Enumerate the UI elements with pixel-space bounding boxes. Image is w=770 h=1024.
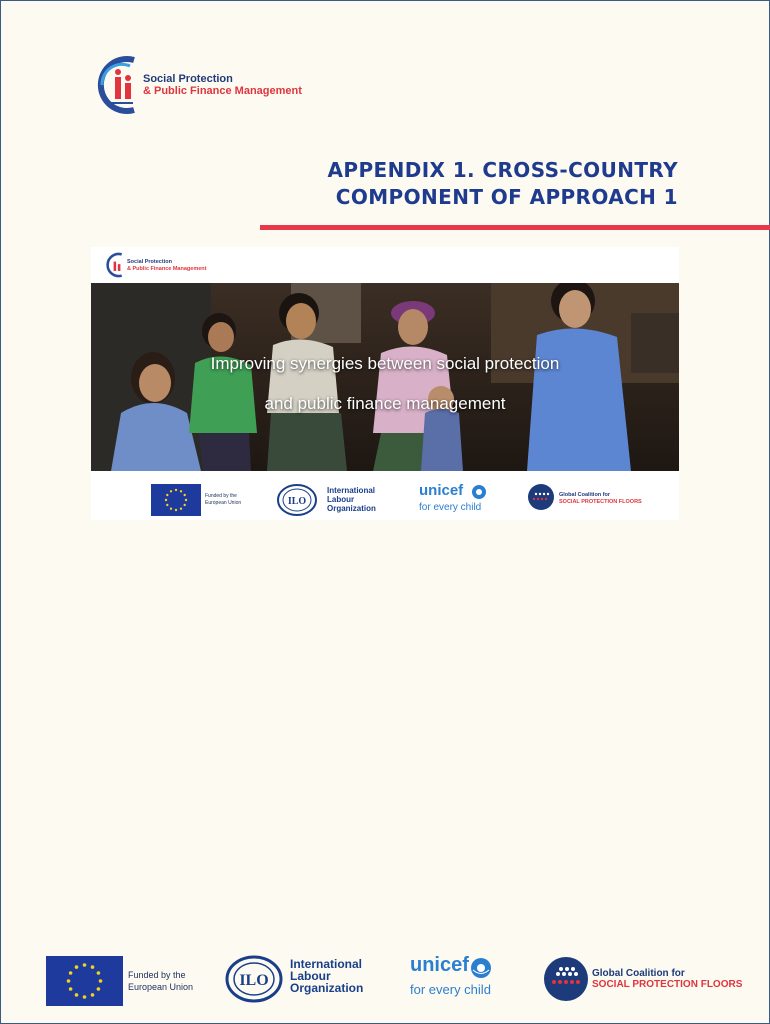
cover-gc-line-1: Global Coalition for [559,492,611,498]
cover-unicef-wordmark: unicef [419,482,464,499]
cover-eu-line-1: Funded by the [205,493,237,499]
unicef-tagline: for every child [410,982,491,997]
cover-ilo-emblem-label: ILO [287,496,307,507]
cover-partner-strip [91,471,679,520]
cover-logo-line-1: Social Protection [127,259,172,265]
cover-ilo-line-3: Organization [327,504,376,513]
family-photo-illustration [91,283,679,471]
cover-unicef-globe-icon [471,484,487,500]
unicef-wordmark: unicef [410,954,469,976]
logo-line-1: Social Protection [143,73,233,85]
cover-eu-flag-icon [151,484,201,516]
ilo-text [290,958,363,994]
title-line-2: COMPONENT OF APPROACH 1 [335,185,678,209]
logo-line-2: & Public Finance Management [143,85,302,97]
ilo-emblem-label: ILO [239,972,269,989]
gc-line-2: SOCIAL PROTECTION FLOORS [592,979,743,990]
cover-ilo-line-2: Labour [327,495,355,504]
cover-ilo-line-1: International [327,486,376,495]
cover-header [91,247,679,283]
cover-gc-line-2: SOCIAL PROTECTION FLOORS [559,499,642,505]
page-title [328,157,678,211]
cover-ilo-text [327,486,376,513]
gc-line-1: Global Coalition for [592,968,685,979]
title-divider [260,225,770,230]
cover-logo-line-2: & Public Finance Management [127,266,207,272]
ilo-line-3: Organization [290,981,364,995]
cover-image [91,247,679,520]
cover-caption-line-1: Improving synergies between social protection [210,354,560,373]
eu-flag-icon [46,956,123,1006]
unicef-globe-icon [470,957,492,979]
family-photo [91,283,679,471]
eu-funding-text [128,969,193,993]
ilo-line-1: International [290,957,363,971]
cover-gc-logo-icon [527,483,555,511]
ilo-line-2: Labour [290,969,331,983]
cover-logo-icon [103,251,131,279]
global-coalition-logo-icon [543,956,589,1002]
title-line-1: APPENDIX 1. CROSS-COUNTRY [327,158,678,182]
eu-line-2: European Union [128,982,194,992]
cover-ilo-emblem-icon [276,483,318,517]
sp-pfm-logo [90,52,310,120]
eu-line-1: Funded by the [128,970,186,980]
cover-eu-text [205,493,241,507]
cover-eu-line-2: European Union [205,500,242,506]
cover-unicef-tagline: for every child [419,502,482,513]
cover-caption-line-2: and public finance management [264,394,506,413]
partner-logos-footer [0,950,770,1010]
ilo-emblem-icon [224,954,284,1004]
